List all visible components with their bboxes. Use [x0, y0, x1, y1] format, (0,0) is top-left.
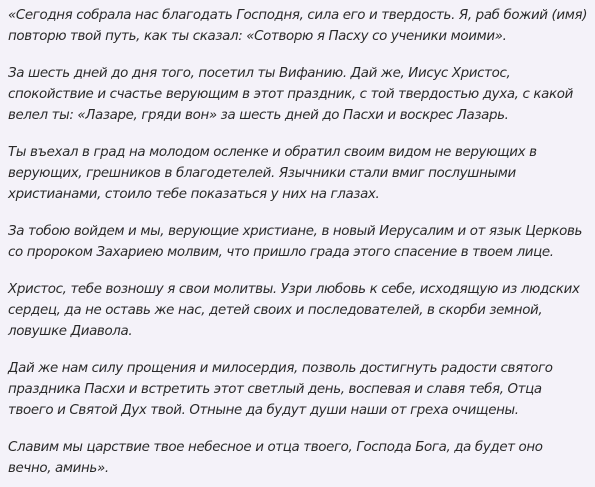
paragraph-6: Дай же нам силу прощения и милосердия, позволь достигнуть радости святого праздника Пасхи и встретить этот светлый день, воспевая и славя тебя, Отца твоего и Святой Дух твой. Отныне да будут души наши от греха очищены. [8, 361, 553, 418]
paragraph-5: Христос, тебе вознoшу я свои молитвы. Узри любовь к себе, исходящую из людских сердец, да не оставь же нас, детей своих и последователей, в скорби земной, ловушке Диавола. [8, 282, 580, 339]
paragraph-2: За шесть дней до дня того, посетил ты Вифанию. Дай же, Иисус Христос, спокойствие и счастье верующим в этот праздник, с той твердостью духа, с какой велел ты: «Лазаре, гряди вон» за шесть дней до Пасхи и воскрес Лазарь. [8, 66, 573, 123]
paragraph-4: За тобою войдем и мы, верующие христиане, в новый Иерусалим и от язык Церковь со пророком Захариею молвим, что пришло града этого спасение в твоем лице. [8, 224, 583, 260]
paragraph-1: «Сегодня собрала нас благодать Господня, сила его и твердость. Я, раб божий (имя) повторю твой путь, как ты сказал: «Сотворю я Пасху со ученики моими». [8, 8, 588, 44]
paragraph-7: Славим мы царствие твое небесное и отца твоего, Господа Бога, да будет оно вечно, аминь». [8, 440, 543, 476]
paragraph-3: Ты въехал в град на молодом осленке и обратил своим видом не верующих в верующих, грешников в благодетелей. Язычники стали вмиг послушными христианами, стоило тебе показаться у них на глазах. [8, 145, 537, 202]
